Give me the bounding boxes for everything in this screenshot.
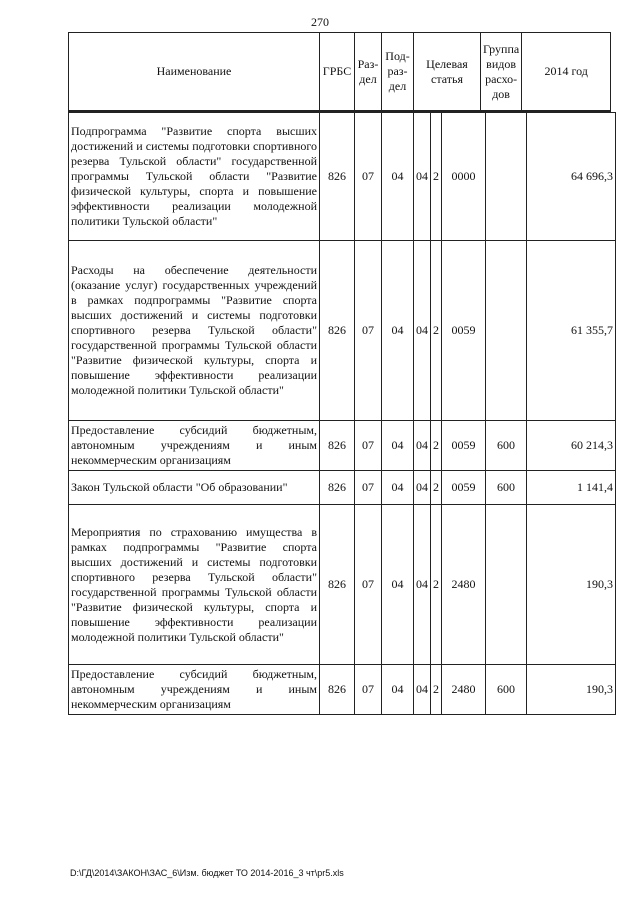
row-amount: 190,3 [527, 505, 616, 665]
row-razdel: 07 [355, 505, 382, 665]
row-cs-subprogram: 2 [431, 471, 442, 505]
table-row [69, 471, 616, 505]
row-razdel: 07 [355, 421, 382, 471]
file-path-footer: D:\ГД\2014\ЗАКОН\ЗАС_6\Изм. бюджет ТО 2014-2016_3 чт\pr5.xls [70, 868, 344, 878]
header-year: 2014 год [522, 33, 611, 111]
row-grbs: 826 [320, 421, 355, 471]
header-razdel: Раз- дел [355, 33, 382, 111]
table-row [69, 241, 616, 421]
table-row [69, 665, 616, 715]
row-name: Мероприятия по страхованию имущества в рамках подпрограммы "Развитие спорта высших достижений и системы подготовки спортивного резерва Тульской области" государственной программы Тульской области "Развитие физической культуры, спорта и повышение эффективности реализации молодежной политики Тульской области" [69, 505, 320, 665]
row-cs-program: 04 [414, 505, 431, 665]
row-grbs: 826 [320, 241, 355, 421]
row-podrazdel: 04 [382, 113, 414, 241]
budget-table [68, 32, 611, 112]
row-vid: 600 [486, 421, 527, 471]
header-name: Наименование [69, 33, 320, 111]
row-cs-program: 04 [414, 113, 431, 241]
row-cs-subprogram: 2 [431, 113, 442, 241]
header-gruppa-vidov: Группа видов расхо- дов [481, 33, 522, 111]
row-vid [486, 241, 527, 421]
row-amount: 1 141,4 [527, 471, 616, 505]
row-podrazdel: 04 [382, 421, 414, 471]
row-razdel: 07 [355, 113, 382, 241]
row-cs-code: 0000 [442, 113, 486, 241]
row-razdel: 07 [355, 241, 382, 421]
table-header [69, 33, 611, 111]
row-vid: 600 [486, 665, 527, 715]
row-amount: 64 696,3 [527, 113, 616, 241]
header-celevaya-statya: Целевая статья [414, 33, 481, 111]
row-cs-subprogram: 2 [431, 241, 442, 421]
row-grbs: 826 [320, 113, 355, 241]
row-amount: 61 355,7 [527, 241, 616, 421]
row-cs-subprogram: 2 [431, 421, 442, 471]
table-row [69, 113, 616, 241]
row-amount: 190,3 [527, 665, 616, 715]
row-cs-program: 04 [414, 665, 431, 715]
row-cs-program: 04 [414, 471, 431, 505]
table-row [69, 421, 616, 471]
row-grbs: 826 [320, 505, 355, 665]
header-grbs: ГРБС [320, 33, 355, 111]
row-vid [486, 505, 527, 665]
row-cs-subprogram: 2 [431, 665, 442, 715]
row-vid: 600 [486, 471, 527, 505]
row-name: Закон Тульской области "Об образовании" [69, 471, 320, 505]
table-row [69, 505, 616, 665]
row-name: Предоставление субсидий бюджетным, автономным учреждениям и иным некоммерческим организациям [69, 421, 320, 471]
row-cs-code: 0059 [442, 471, 486, 505]
row-podrazdel: 04 [382, 665, 414, 715]
row-cs-code: 2480 [442, 505, 486, 665]
row-grbs: 826 [320, 665, 355, 715]
row-cs-code: 0059 [442, 241, 486, 421]
row-name: Предоставление субсидий бюджетным, автономным учреждениям и иным некоммерческим организациям [69, 665, 320, 715]
header-podrazdel: Под- раз- дел [382, 33, 414, 111]
row-cs-code: 2480 [442, 665, 486, 715]
budget-table-body [68, 112, 616, 715]
row-vid [486, 113, 527, 241]
row-name: Подпрограмма "Развитие спорта высших достижений и системы подготовки спортивного резерва Тульской области" государственной программы Тульской области "Развитие физической культуры, спорта и повышение эффективности реализации молодежной политики Тульской области" [69, 113, 320, 241]
row-podrazdel: 04 [382, 505, 414, 665]
row-name: Расходы на обеспечение деятельности (оказание услуг) государственных учреждений в рамках подпрограммы "Развитие спорта высших достижений и системы подготовки спортивного резерва Тульской области" государственной программы Тульской области "Развитие физической культуры, спорта и повышение эффективности реализации молодежной политики Тульской области" [69, 241, 320, 421]
row-podrazdel: 04 [382, 471, 414, 505]
row-cs-program: 04 [414, 421, 431, 471]
row-razdel: 07 [355, 665, 382, 715]
row-cs-subprogram: 2 [431, 505, 442, 665]
row-podrazdel: 04 [382, 241, 414, 421]
row-grbs: 826 [320, 471, 355, 505]
row-cs-code: 0059 [442, 421, 486, 471]
row-cs-program: 04 [414, 241, 431, 421]
page-number: 270 [311, 15, 329, 29]
row-razdel: 07 [355, 471, 382, 505]
row-amount: 60 214,3 [527, 421, 616, 471]
